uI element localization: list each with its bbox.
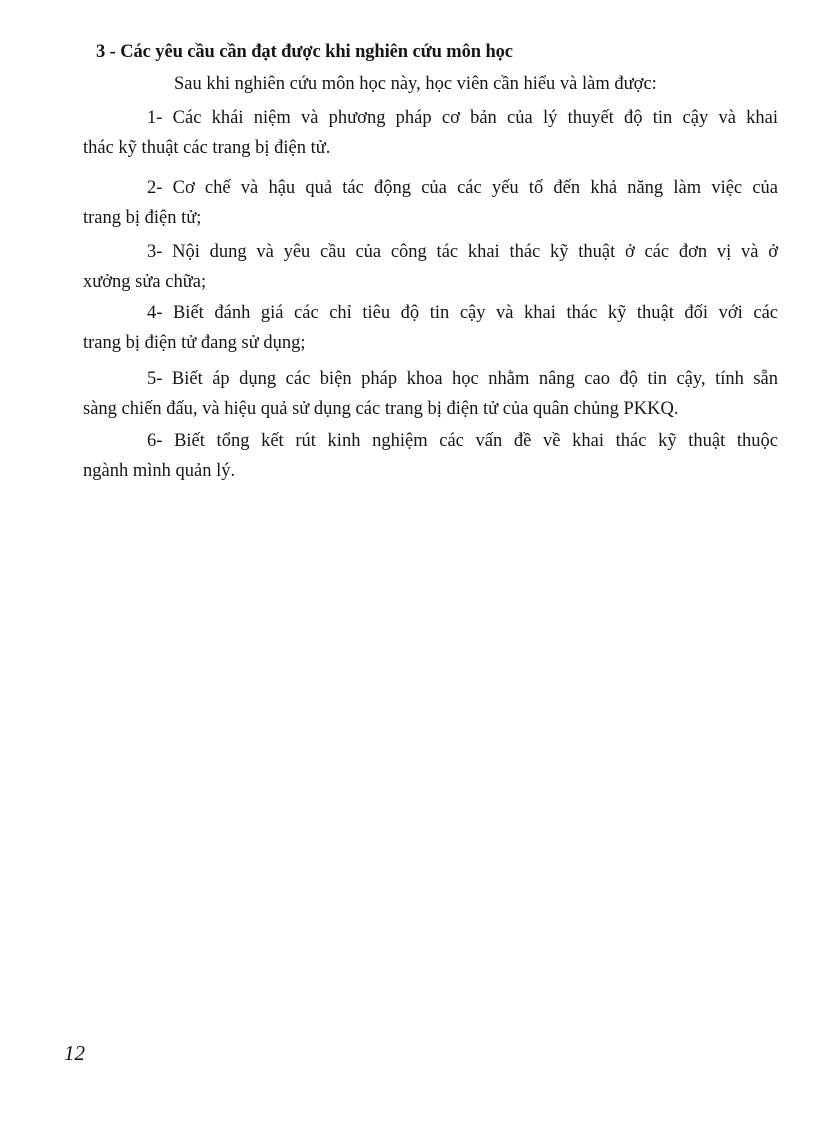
requirement-item-5-line-2: sàng chiến đấu, và hiệu quả sử dụng các trang bị điện tử của quân chủng PKKQ. [83,399,679,419]
requirement-item-1-line-1: 1- Các khái niệm và phương pháp cơ bản của lý thuyết độ tin cậy và khai [147,108,778,128]
requirement-item-3 [83,237,778,297]
requirement-item-6-line-2: ngành mình quản lý. [83,461,236,481]
requirement-item-2 [83,173,778,233]
requirement-item-4-line-1: 4- Biết đánh giá các chỉ tiêu độ tin cậy và khai thác kỹ thuật đối với các [147,303,778,323]
requirement-item-5 [83,364,778,424]
requirement-item-1 [83,103,778,163]
requirement-item-5-line-1: 5- Biết áp dụng các biện pháp khoa học nhằm nâng cao độ tin cậy, tính sẵn [147,369,778,389]
requirement-item-3-line-2: xưởng sửa chữa; [83,272,207,292]
requirement-item-6 [83,426,778,486]
requirement-item-3-line-1: 3- Nội dung và yêu cầu của công tác khai thác kỹ thuật ở các đơn vị và ở [147,242,778,262]
requirement-item-2-line-1: 2- Cơ chế và hậu quả tác động của các yếu tố đến khả năng làm việc của [147,178,778,198]
section-intro: Sau khi nghiên cứu môn học này, học viên cần hiểu và làm được: [174,74,657,94]
requirement-item-4-line-2: trang bị điện tử đang sử dụng; [83,333,306,353]
page-number: 12 [64,1041,85,1065]
requirement-item-6-line-1: 6- Biết tổng kết rút kinh nghiệm các vấn đề về khai thác kỹ thuật thuộc [147,431,778,451]
requirement-item-4 [83,298,778,358]
requirement-item-1-line-2: thác kỹ thuật các trang bị điện tử. [83,138,331,158]
requirement-item-2-line-2: trang bị điện tử; [83,208,202,228]
section-heading: 3 - Các yêu cầu cần đạt được khi nghiên cứu môn học [96,42,513,62]
